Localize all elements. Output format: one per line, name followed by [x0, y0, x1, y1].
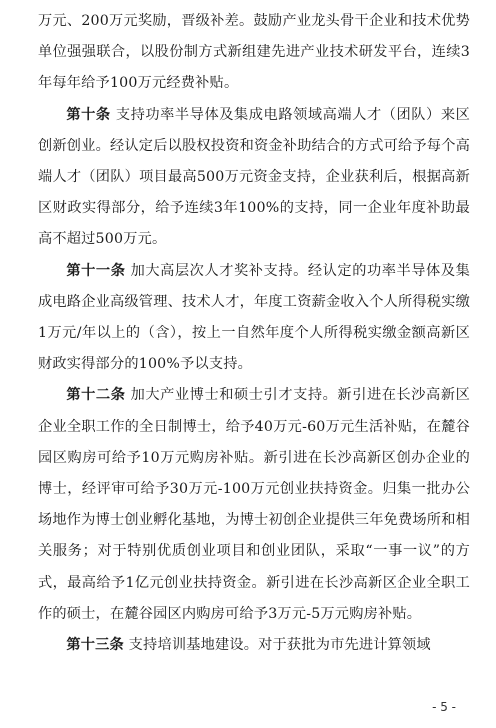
article-body: 支持培训基地建设。对于获批为市先进计算领域: [128, 637, 431, 654]
page-number: - 5 -: [432, 700, 456, 714]
article-body: 支持功率半导体及集成电路领域高端人才（团队）来区创新创业。经认定后以股权投资和资金补助结合的方式可给予每个高端人才（团队）项目最高500万元资金支持，企业获利后，根据高新区财政实得部分，给予连续3年100%的支持，同一企业年度补助最高不超过500万元。: [38, 106, 470, 248]
article-10: [38, 100, 470, 256]
article-12: [38, 380, 470, 630]
paragraph-continued: [38, 6, 470, 100]
article-body: 加大产业博士和硕士引才支持。新引进在长沙高新区企业全职工作的全日制博士，给予40万元-60万元生活补贴，在麓谷园区购房可给予10万元购房补贴。新引进在长沙高新区创办企业的博士，经评审可给予30万元-100万元创业扶持资金。归集一批办公场地作为博士创业孵化基地，为博士初创企业提供三年免费场所和相关服务；对于特别优质创业项目和创业团队，采取“一事一议”的方式，最高给予1亿元创业扶持资金。新引进在长沙高新区企业全职工作的硕士，在麓谷园区内购房可给予3万元-5万元购房补贴。: [38, 387, 470, 622]
article-number: 第十三条: [66, 637, 124, 654]
article-number: 第十条: [66, 106, 111, 123]
article-11: [38, 256, 470, 381]
article-number: 第十二条: [66, 387, 126, 404]
article-number: 第十一条: [66, 262, 126, 279]
article-13: [38, 630, 470, 661]
paragraph-body: 万元、200万元奖励，晋级补差。鼓励产业龙头骨干企业和技术优势单位强强联合，以股份制方式新组建先进产业技术研发平台，连续3年每年给予100万元经费补贴。: [38, 13, 470, 92]
document-body: [38, 6, 470, 661]
article-body: 加大高层次人才奖补支持。经认定的功率半导体及集成电路企业高级管理、技术人才，年度工资薪金收入个人所得税实缴1万元/年以上的（含），按上一自然年度个人所得税实缴金额高新区财政实得部分的100%予以支持。: [38, 262, 470, 373]
